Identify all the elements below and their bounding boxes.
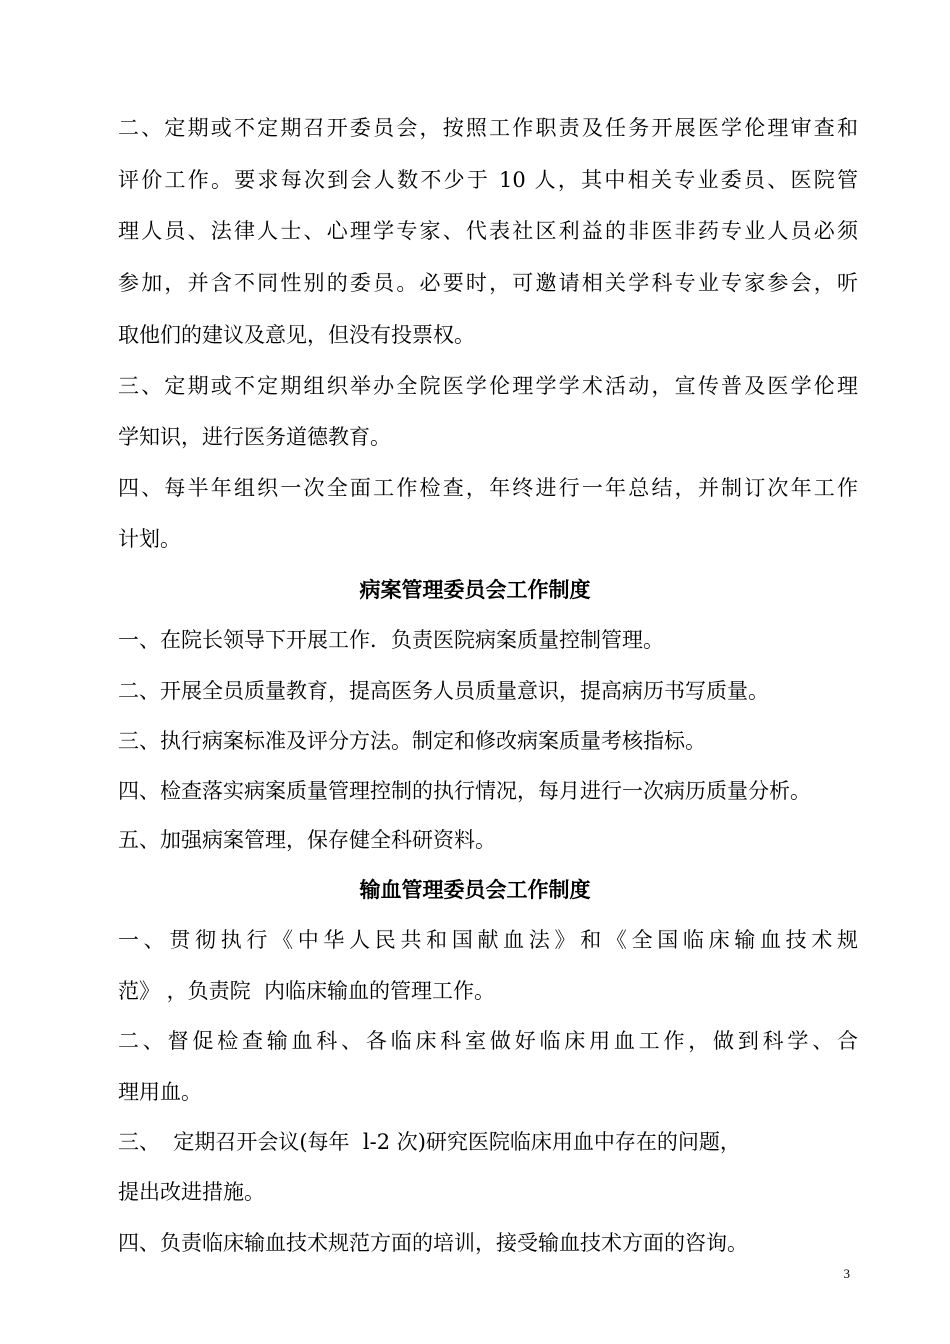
- transfusion-p3-line-2: 提出改进措施。: [118, 1180, 265, 1204]
- transfusion-p1-line-1: 一、贯彻执行《中华人民共和国献血法》和《全国临床输血技术规: [118, 928, 858, 952]
- page-number: 3: [843, 1266, 850, 1281]
- records-item-1: 一、在院长领导下开展工作．负责医院病案质量控制管理。: [118, 628, 664, 652]
- transfusion-p2-line-1: 二、督促检查输血科、各临床科室做好临床用血工作，做到科学、合: [118, 1029, 858, 1053]
- ethics-p2-line-3: 理人员、法律人士、心理学专家、代表社区利益的非医非药专业人员必须: [118, 219, 858, 243]
- ethics-p4-line-2: 计划。: [118, 527, 181, 551]
- transfusion-p3-line-1: 三、 定期召开会议(每年 l-2 次)研究医院临床用血中存在的问题，: [118, 1130, 741, 1154]
- ethics-p2-line-2: 评价工作。要求每次到会人数不少于 10 人，其中相关专业委员、医院管: [118, 168, 858, 192]
- ethics-p2-line-5: 取他们的建议及意见，但没有投票权。: [118, 323, 475, 347]
- ethics-p2-line-1: 二、定期或不定期召开委员会，按照工作职责及任务开展医学伦理审查和: [118, 116, 858, 140]
- records-item-4: 四、检查落实病案质量管理控制的执行情况，每月进行一次病历质量分析。: [118, 779, 811, 803]
- records-section-title: 病案管理委员会工作制度: [359, 578, 591, 602]
- ethics-p4-line-1: 四、每半年组织一次全面工作检查，年终进行一年总结，并制订次年工作: [118, 476, 858, 500]
- transfusion-section-title: 输血管理委员会工作制度: [359, 878, 591, 902]
- ethics-p3-line-2: 学知识，进行医务道德教育。: [118, 425, 391, 449]
- transfusion-p1-line-2: 范》 ，负责院 内临床输血的管理工作。: [118, 979, 496, 1003]
- records-item-3: 三、执行病案标准及评分方法。制定和修改病案质量考核指标。: [118, 729, 706, 753]
- records-item-2: 二、开展全员质量教育，提高医务人员质量意识，提高病历书写质量。: [118, 679, 769, 703]
- transfusion-p2-line-2: 理用血。: [118, 1080, 202, 1104]
- ethics-p2-line-4: 参加，并含不同性别的委员。必要时，可邀请相关学科专业专家参会，听: [118, 271, 858, 295]
- transfusion-p4-line-1: 四、负责临床输血技术规范方面的培训，接受输血技术方面的咨询。: [118, 1231, 748, 1255]
- records-item-5: 五、加强病案管理，保存健全科研资料。: [118, 828, 496, 852]
- ethics-p3-line-1: 三、定期或不定期组织举办全院医学伦理学学术活动，宣传普及医学伦理: [118, 374, 858, 398]
